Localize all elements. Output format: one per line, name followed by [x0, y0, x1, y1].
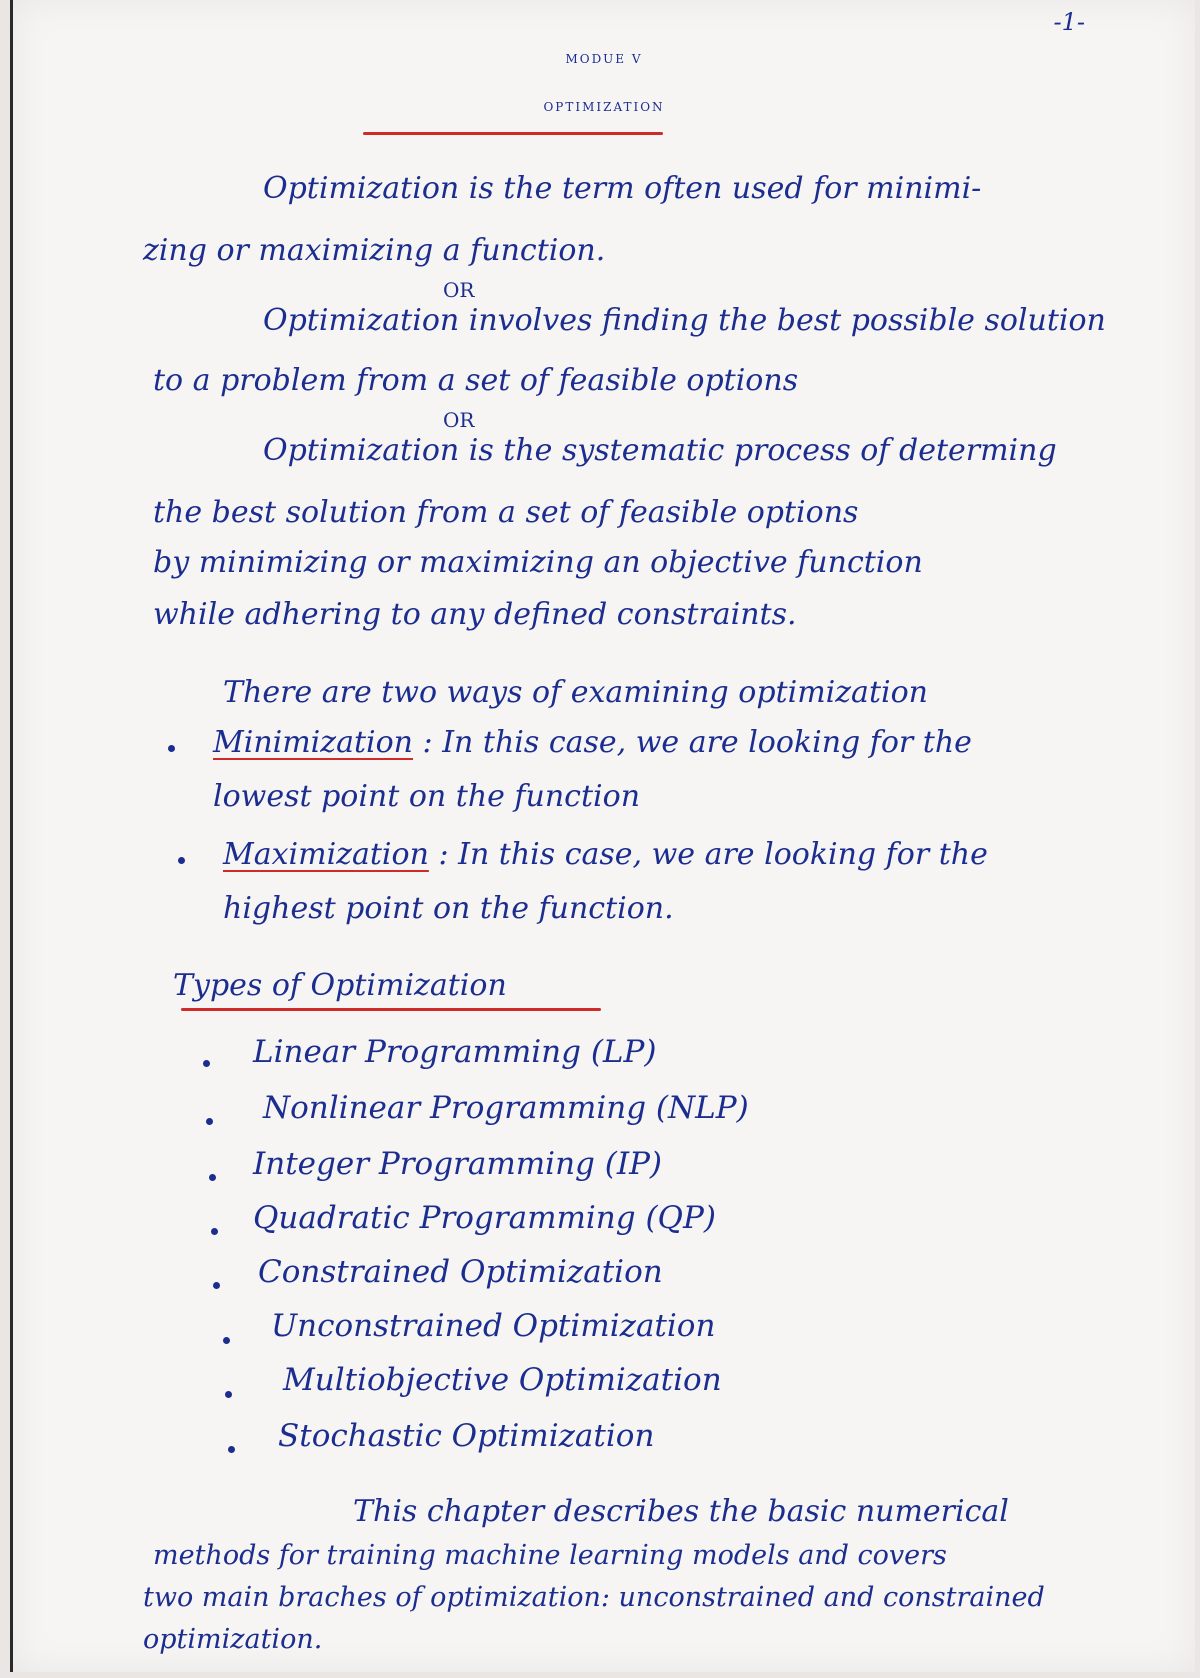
- ways-item-minimization: [213, 712, 972, 774]
- section-title-underline: [363, 132, 663, 135]
- bullet-dot: [213, 1282, 220, 1289]
- bullet-dot: [228, 1446, 235, 1453]
- bullet-dot: [223, 1337, 230, 1344]
- bullet-dot: [168, 745, 175, 752]
- type-item: Nonlinear Programming (NLP): [263, 1090, 749, 1126]
- closing-line-4: optimization.: [143, 1624, 323, 1655]
- definition-1-line-2: zing or maximizing a function.: [143, 233, 606, 268]
- or-separator-1: OR: [443, 278, 475, 302]
- maximization-term: Maximization: [223, 837, 429, 872]
- closing-line-1: This chapter describes the basic numerical: [353, 1494, 1009, 1529]
- type-item: Integer Programming (IP): [253, 1146, 663, 1182]
- definition-2-line-1: Optimization involves finding the best possible solution: [263, 303, 1106, 338]
- minimization-separator: :: [422, 725, 433, 760]
- maximization-desc-line-1: In this case, we are looking for the: [458, 837, 988, 872]
- type-item: Stochastic Optimization: [278, 1418, 655, 1454]
- type-item: Quadratic Programming (QP): [253, 1200, 716, 1236]
- page-number: -1-: [1053, 8, 1085, 36]
- closing-line-2: methods for training machine learning models and covers: [153, 1540, 947, 1571]
- definition-1-line-1: Optimization is the term often used for minimi-: [263, 171, 982, 206]
- definition-3-line-4: while adhering to any defined constraints.: [153, 597, 797, 632]
- maximization-separator: :: [438, 837, 449, 872]
- closing-line-3: two main braches of optimization: unconstrained and constrained: [143, 1582, 1045, 1613]
- bullet-dot: [203, 1060, 210, 1067]
- type-item: Unconstrained Optimization: [271, 1308, 716, 1344]
- bullet-dot: [178, 857, 185, 864]
- definition-3-line-1: Optimization is the systematic process of determing: [263, 433, 1057, 468]
- bullet-dot: [225, 1391, 232, 1398]
- definition-2-line-2: to a problem from a set of feasible options: [153, 363, 799, 398]
- ways-item-maximization: [223, 824, 988, 886]
- type-item: Constrained Optimization: [258, 1254, 663, 1290]
- type-item: Multiobjective Optimization: [283, 1362, 722, 1398]
- section-title: OPTIMIZATION: [543, 100, 665, 114]
- module-title: MODUE V: [565, 52, 643, 66]
- definition-3-line-3: by minimizing or maximizing an objective function: [153, 545, 923, 580]
- or-separator-2: OR: [443, 408, 475, 432]
- minimization-term: Minimization: [213, 725, 413, 760]
- notebook-page: [10, 0, 1195, 1672]
- bullet-dot: [209, 1174, 216, 1181]
- type-item: Linear Programming (LP): [253, 1034, 657, 1070]
- bullet-dot: [211, 1228, 218, 1235]
- minimization-desc-line-1: In this case, we are looking for the: [442, 725, 972, 760]
- ways-intro: There are two ways of examining optimization: [223, 675, 928, 710]
- maximization-desc-line-2: highest point on the function.: [223, 891, 674, 926]
- types-heading: Types of Optimization: [173, 968, 507, 1003]
- minimization-desc-line-2: lowest point on the function: [213, 779, 641, 814]
- types-heading-underline: [181, 1008, 601, 1011]
- bullet-dot: [206, 1118, 213, 1125]
- definition-3-line-2: the best solution from a set of feasible options: [153, 495, 859, 530]
